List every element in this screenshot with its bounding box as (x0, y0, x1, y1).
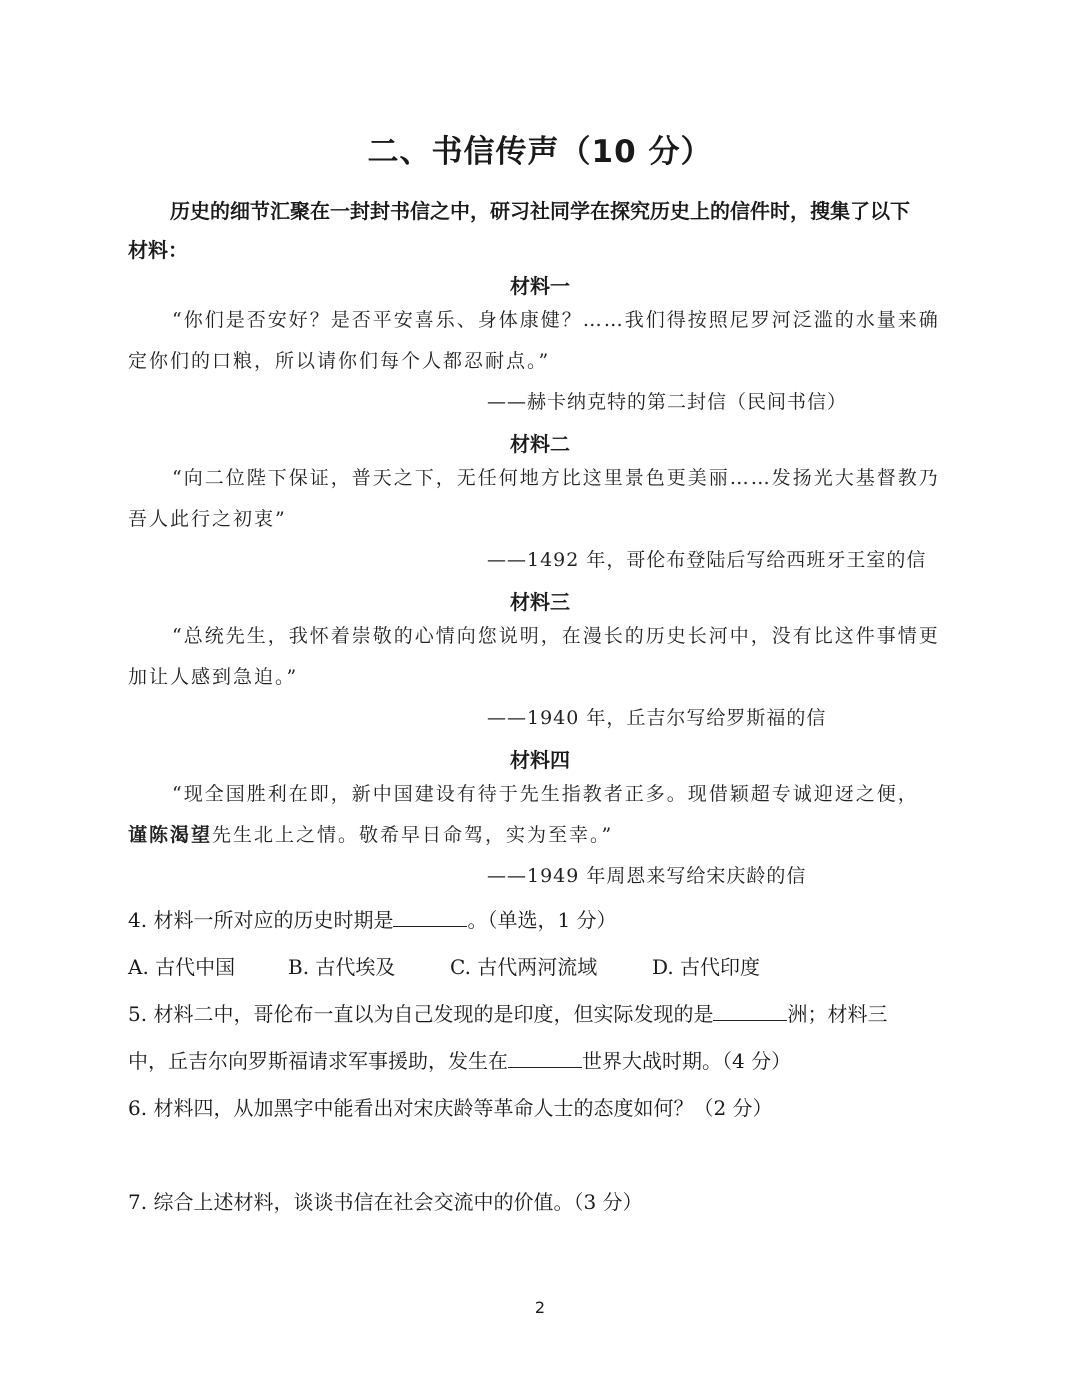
option-b[interactable]: B. 古代埃及 (288, 955, 396, 979)
intro-line-1: 历史的细节汇聚在一封封书信之中，研习社同学在探究历史上的信件时，搜集了以下 (170, 199, 910, 223)
page-number: 2 (534, 1298, 546, 1317)
material-4-bold-phrase: 谨陈渴望 (128, 824, 213, 846)
answer-blank-q5-war[interactable] (508, 1049, 582, 1068)
material-3-heading: 材料三 (510, 590, 570, 614)
material-3-line-1: “总统先生，我怀着崇敬的心情向您说明，在漫长的历史长河中，没有比这件事情更 (172, 625, 940, 647)
material-1-source: ——赫卡纳克特的第二封信（民间书信） (487, 391, 848, 413)
question-5-line-1-suffix: 洲；材料三 (787, 1002, 888, 1026)
material-2-line-2: 吾人此行之初衷” (128, 508, 287, 530)
option-d[interactable]: D. 古代印度 (652, 955, 761, 979)
intro-line-2: 材料： (128, 238, 188, 262)
material-1-heading: 材料一 (510, 274, 570, 298)
question-5-line-2-suffix: 世界大战时期。（4 分） (582, 1049, 792, 1073)
question-4-suffix: 。（单选，1 分） (467, 908, 617, 932)
material-2-heading: 材料二 (510, 432, 570, 456)
answer-blank-q5-continent[interactable] (713, 1002, 787, 1021)
material-4-line-1: “现全国胜利在即，新中国建设有待于先生指教者正多。现借颖超专诚迎迓之便， (172, 783, 919, 805)
material-1-line-2: 定你们的口粮，所以请你们每个人都忍耐点。” (128, 350, 551, 372)
question-5-line-1 (128, 998, 887, 1027)
material-3-source: ——1940 年，丘吉尔写给罗斯福的信 (487, 707, 827, 729)
question-6: 6. 材料四，从加黑字中能看出对宋庆龄等革命人士的态度如何？（2 分） (128, 1096, 773, 1120)
material-3-line-2: 加让人感到急迫。” (128, 666, 299, 688)
question-4-options (128, 951, 760, 980)
question-7: 7. 综合上述材料，谈谈书信在社会交流中的价值。（3 分） (128, 1190, 643, 1214)
material-4-heading: 材料四 (510, 748, 570, 772)
material-2-source: ——1492 年，哥伦布登陆后写给西班牙王室的信 (487, 549, 927, 571)
option-a[interactable]: A. 古代中国 (128, 955, 236, 979)
material-4-line-2-rest: 先生北上之情。敬希早日命驾，实为至幸。” (212, 824, 614, 846)
question-5-line-2 (128, 1045, 791, 1074)
material-2-line-1: “向二位陛下保证，普天之下，无任何地方比这里景色更美丽……发扬光大基督教乃 (172, 467, 940, 489)
answer-blank-q4[interactable] (393, 908, 467, 927)
material-4-line-2 (128, 820, 613, 847)
question-4 (128, 904, 617, 933)
material-4-source: ——1949 年周恩来写给宋庆龄的信 (487, 865, 807, 887)
section-title: 二、书信传声（10 分） (367, 134, 713, 170)
question-5-line-2-prefix: 中，丘吉尔向罗斯福请求军事援助，发生在 (128, 1049, 508, 1073)
question-5-line-1-prefix: 5. 材料二中，哥伦布一直以为自己发现的是印度，但实际发现的是 (128, 1002, 714, 1026)
material-1-line-1: “你们是否安好？是否平安喜乐、身体康健？……我们得按照尼罗河泛滥的水量来确 (172, 309, 940, 331)
question-4-prefix: 4. 材料一所对应的历史时期是 (128, 908, 394, 932)
option-c[interactable]: C. 古代两河流域 (450, 955, 598, 979)
